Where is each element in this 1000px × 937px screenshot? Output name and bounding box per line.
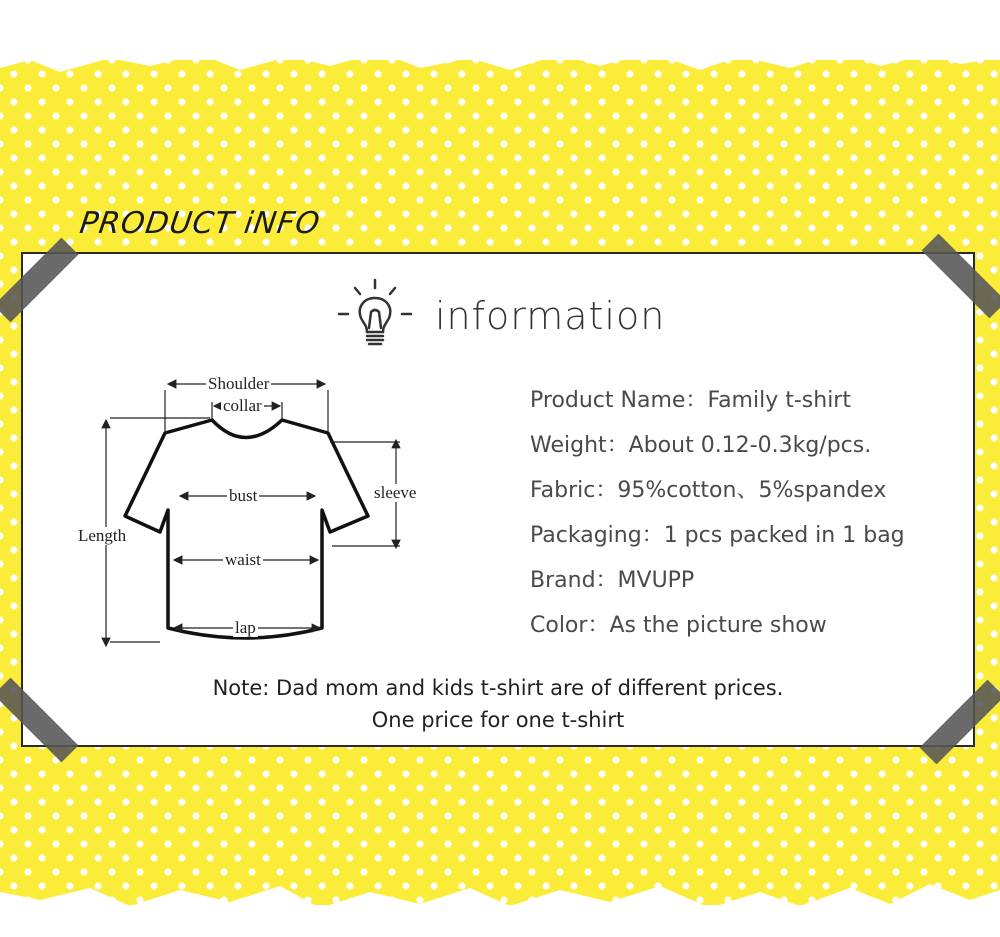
info-header — [335, 278, 665, 354]
spec-fabric: Fabric：95%cotton、5%spandex — [530, 478, 887, 503]
lightbulb-icon — [335, 278, 415, 354]
spec-packaging: Packaging：1 pcs packed in 1 bag — [530, 523, 905, 548]
spec-list — [530, 378, 905, 648]
spec-color: Color：As the picture show — [530, 613, 827, 638]
label-collar: collar — [223, 396, 262, 415]
label-waist: waist — [225, 550, 261, 569]
note-line-2: One price for one t-shirt — [371, 708, 625, 732]
label-lap: lap — [235, 618, 256, 637]
size-diagram — [70, 370, 450, 660]
section-title: PRODUCT iNFO — [77, 206, 323, 241]
label-sleeve: sleeve — [374, 483, 417, 502]
label-bust: bust — [229, 486, 258, 505]
label-shoulder: Shoulder — [208, 374, 270, 393]
info-heading: information — [435, 294, 666, 338]
price-note — [21, 672, 975, 736]
note-line-1: Note: Dad mom and kids t-shirt are of different prices. — [212, 676, 784, 700]
label-length: Length — [78, 526, 127, 545]
spec-product-name: Product Name：Family t-shirt — [530, 388, 851, 413]
spec-brand: Brand：MVUPP — [530, 568, 695, 593]
spec-weight: Weight：About 0.12-0.3kg/pcs. — [530, 433, 872, 458]
brush-stroke-top — [0, 40, 1000, 90]
brush-stroke-bottom — [0, 870, 1000, 937]
